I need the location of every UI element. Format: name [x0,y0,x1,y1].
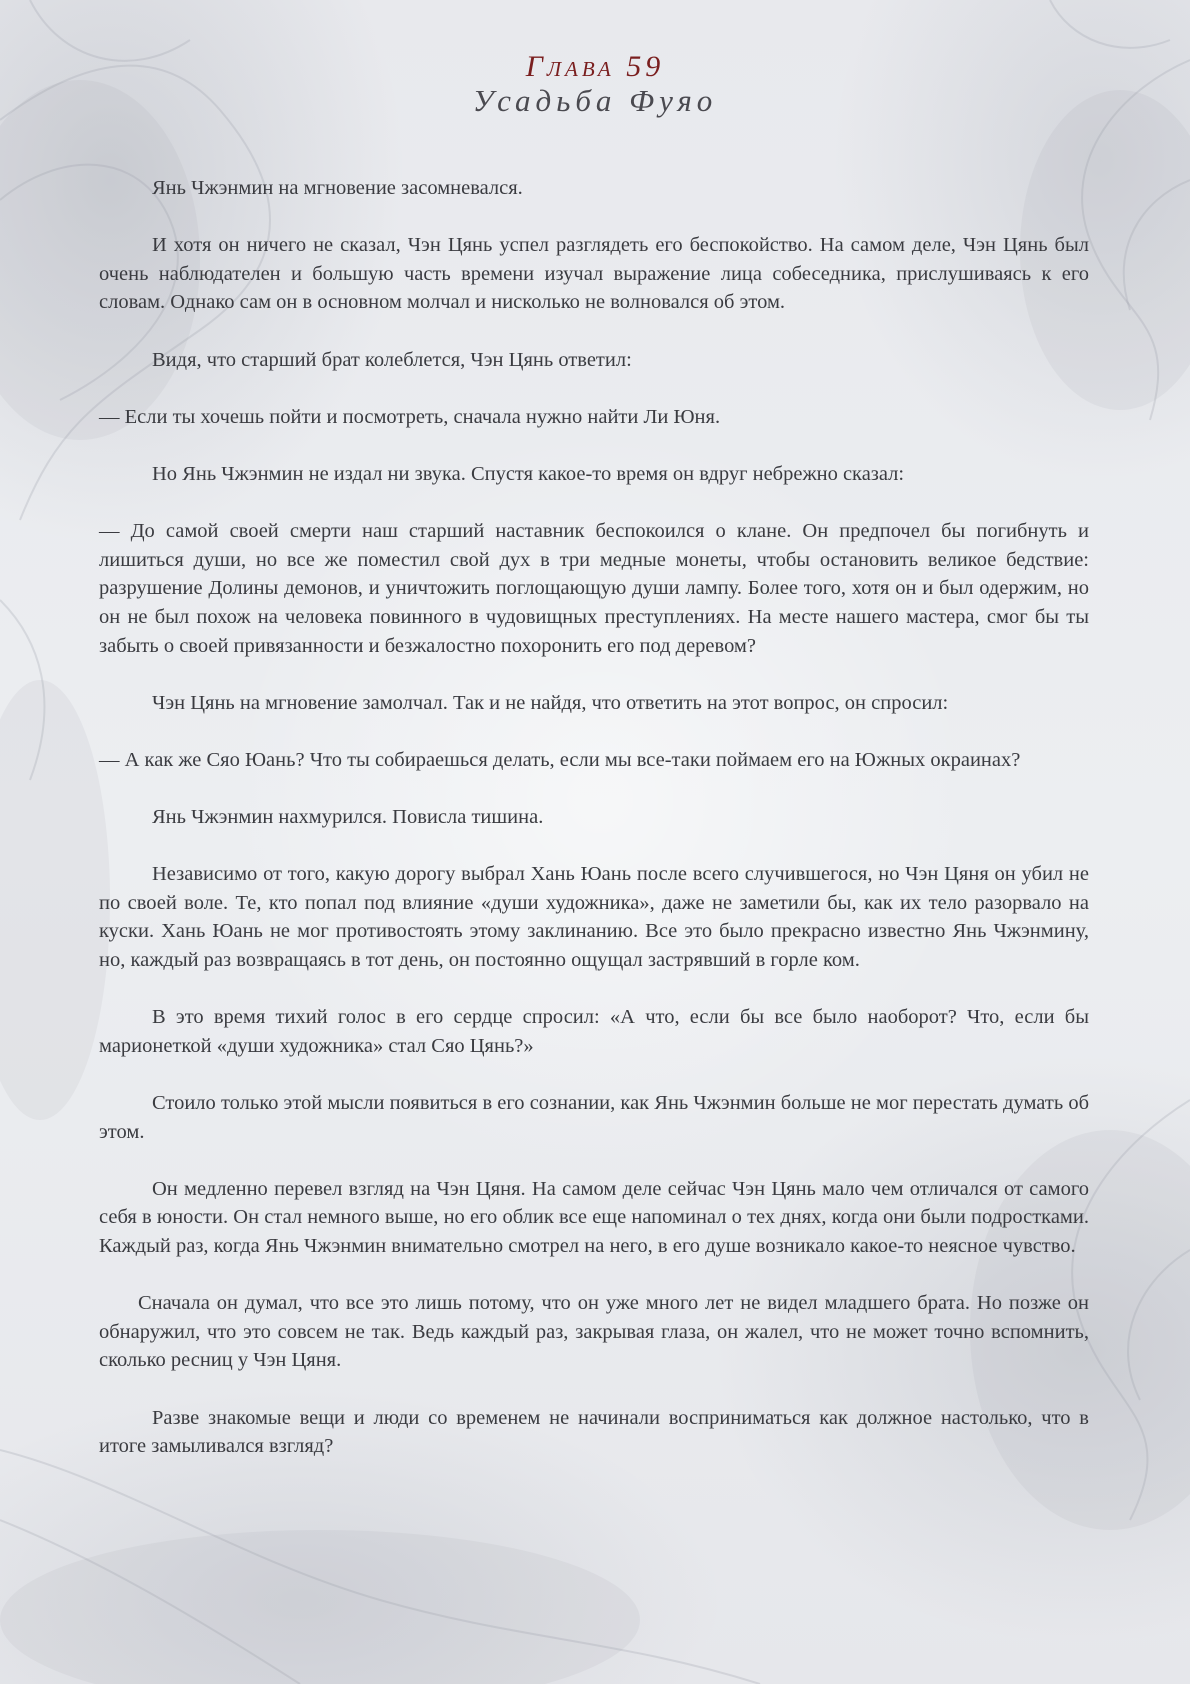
paragraph: Видя, что старший брат колеблется, Чэн Цянь ответил: [152,348,632,371]
chapter-body [99,174,1089,1489]
dialogue-paragraph: — А как же Сяо Юань? Что ты собираешься делать, если мы все-таки поймаем его на Южных окраинах? [99,748,1021,771]
paragraph: Независимо от того, какую дорогу выбрал Хань Юань после всего случившегося, но Чэн Цяня он убил не по своей воле. Те, кто попал под влияние «души художника», даже не заметили бы, как их тело разорвало на куски. Хань Юань не мог противостоять этому заклинанию. Все это было прекрасно известно Янь Чжэнмину, но, каждый раз возвращаясь в тот день, он постоянно ощущал застрявший в горле ком. [99,863,1089,972]
paragraph: Он медленно перевел взгляд на Чэн Цяня. На самом деле сейчас Чэн Цянь мало чем отличался от самого себя в юности. Он стал немного выше, но его облик все еще напоминал о тех днях, когда они были подростками. Каждый раз, когда Янь Чжэнмин внимательно смотрел на него, в его душе возникало какое-то неясное чувство. [99,1177,1089,1257]
paragraph: Янь Чжэнмин нахмурился. Повисла тишина. [152,806,544,829]
paragraph: Сначала он думал, что все это лишь потому, что он уже много лет не видел младшего брата. Но позже он обнаружил, что это совсем не так. Ведь каждый раз, закрывая глаза, он жалел, что не может точно вспомнить, сколько ресниц у Чэн Цяня. [99,1292,1089,1372]
chapter-header [0,50,1190,118]
paragraph: Но Янь Чжэнмин не издал ни звука. Спустя какое-то время он вдруг небрежно сказал: [152,462,905,485]
paragraph: В это время тихий голос в его сердце спросил: «А что, если бы все было наоборот? Что, если бы марионеткой «души художника» стал Сяо Цянь?» [99,1006,1089,1057]
chapter-title: Усадьба Фуяо [472,83,718,118]
paragraph: Чэн Цянь на мгновение замолчал. Так и не найдя, что ответить на этот вопрос, он спросил: [152,691,949,714]
chapter-number: Глава 59 [525,50,665,83]
dialogue-paragraph: — До самой своей смерти наш старший наставник беспокоился о клане. Он предпочел бы погибнуть и лишиться души, но все же поместил свой дух в три медные монеты, чтобы остановить великое бедствие: разрушение Долины демонов, и уничтожить поглощающую души лампу. Более того, хотя он и был одержим, но он не был похож на человека повинного в чудовищных преступлениях. На месте нашего мастера, смог бы ты забыть о своей привязанности и безжалостно похоронить его под деревом? [99,520,1089,657]
paragraph: Разве знакомые вещи и люди со временем не начинали восприниматься как должное настолько, что в итоге замыливался взгляд? [99,1406,1089,1458]
dialogue-paragraph: — Если ты хочешь пойти и посмотреть, сначала нужно найти Ли Юня. [99,405,721,428]
paragraph: И хотя он ничего не сказал, Чэн Цянь успел разглядеть его беспокойство. На самом деле, Чэн Цянь был очень наблюдателен и большую часть времени изучал выражение лица собеседника, прислушиваясь к его словам. Однако сам он в основном молчал и нисколько не волновался об этом. [99,234,1089,314]
paragraph: Янь Чжэнмин на мгновение засомневался. [152,177,523,199]
paragraph: Стоило только этой мысли появиться в его сознании, как Янь Чжэнмин больше не мог перестать думать об этом. [99,1092,1089,1143]
